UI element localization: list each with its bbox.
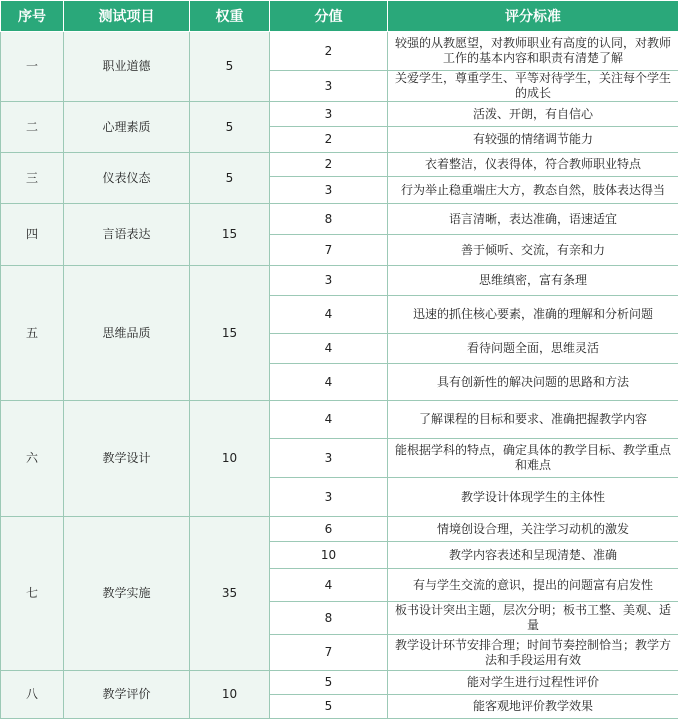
criteria-text: 情境创设合理，关注学习动机的激发 bbox=[388, 517, 678, 542]
weight-value: 5 bbox=[190, 32, 270, 102]
table-row bbox=[1, 266, 678, 296]
score-value: 2 bbox=[270, 32, 388, 71]
criteria-text: 教学设计体现学生的主体性 bbox=[388, 478, 678, 517]
test-item: 言语表达 bbox=[64, 204, 190, 266]
criteria-text: 教学设计环节安排合理；时间节奏控制恰当；教学方法和手段运用有效 bbox=[388, 635, 678, 671]
criteria-text: 有与学生交流的意识，提出的问题富有启发性 bbox=[388, 569, 678, 602]
score-value: 4 bbox=[270, 569, 388, 602]
score-value: 3 bbox=[270, 71, 388, 102]
criteria-text: 较强的从教愿望，对教师职业有高度的认同，对教师工作的基本内容和职责有清楚了解 bbox=[388, 32, 678, 71]
criteria-text: 思维缜密，富有条理 bbox=[388, 266, 678, 296]
criteria-text: 活泼、开朗，有自信心 bbox=[388, 102, 678, 127]
table-row bbox=[1, 153, 678, 177]
header-criteria: 评分标准 bbox=[388, 1, 678, 32]
criteria-text: 具有创新性的解决问题的思路和方法 bbox=[388, 364, 678, 401]
criteria-text: 能根据学科的特点，确定具体的教学目标、教学重点和难点 bbox=[388, 439, 678, 478]
test-item: 心理素质 bbox=[64, 102, 190, 153]
criteria-text: 迅速的抓住核心要素，准确的理解和分析问题 bbox=[388, 296, 678, 334]
score-value: 4 bbox=[270, 334, 388, 364]
score-value: 4 bbox=[270, 401, 388, 439]
score-value: 2 bbox=[270, 127, 388, 153]
test-item: 教学实施 bbox=[64, 517, 190, 671]
test-item: 思维品质 bbox=[64, 266, 190, 401]
score-value: 10 bbox=[270, 542, 388, 569]
group-number: 五 bbox=[1, 266, 64, 401]
group-number: 八 bbox=[1, 671, 64, 719]
table-row bbox=[1, 32, 678, 71]
score-value: 5 bbox=[270, 695, 388, 719]
score-value: 5 bbox=[270, 671, 388, 695]
criteria-text: 有较强的情绪调节能力 bbox=[388, 127, 678, 153]
group-number: 六 bbox=[1, 401, 64, 517]
criteria-text: 善于倾听、交流，有亲和力 bbox=[388, 235, 678, 266]
table-row bbox=[1, 102, 678, 127]
criteria-text: 能客观地评价教学效果 bbox=[388, 695, 678, 719]
criteria-text: 行为举止稳重端庄大方，教态自然，肢体表达得当 bbox=[388, 177, 678, 204]
score-value: 4 bbox=[270, 296, 388, 334]
score-value: 7 bbox=[270, 635, 388, 671]
score-value: 2 bbox=[270, 153, 388, 177]
weight-value: 15 bbox=[190, 266, 270, 401]
header-row bbox=[1, 1, 678, 32]
weight-value: 5 bbox=[190, 153, 270, 204]
test-item: 教学设计 bbox=[64, 401, 190, 517]
weight-value: 15 bbox=[190, 204, 270, 266]
header-num: 序号 bbox=[1, 1, 64, 32]
score-value: 8 bbox=[270, 204, 388, 235]
header-score: 分值 bbox=[270, 1, 388, 32]
score-value: 3 bbox=[270, 439, 388, 478]
header-weight: 权重 bbox=[190, 1, 270, 32]
criteria-text: 教学内容表述和呈现清楚、准确 bbox=[388, 542, 678, 569]
score-value: 3 bbox=[270, 177, 388, 204]
criteria-text: 了解课程的目标和要求、准确把握教学内容 bbox=[388, 401, 678, 439]
table-row bbox=[1, 401, 678, 439]
score-value: 6 bbox=[270, 517, 388, 542]
group-number: 三 bbox=[1, 153, 64, 204]
score-value: 7 bbox=[270, 235, 388, 266]
score-value: 3 bbox=[270, 478, 388, 517]
criteria-text: 衣着整洁，仪表得体，符合教师职业特点 bbox=[388, 153, 678, 177]
table-row bbox=[1, 671, 678, 695]
criteria-text: 看待问题全面，思维灵活 bbox=[388, 334, 678, 364]
score-value: 4 bbox=[270, 364, 388, 401]
test-item: 职业道德 bbox=[64, 32, 190, 102]
score-value: 8 bbox=[270, 602, 388, 635]
group-number: 七 bbox=[1, 517, 64, 671]
test-item: 仪表仪态 bbox=[64, 153, 190, 204]
criteria-text: 关爱学生，尊重学生、平等对待学生，关注每个学生的成长 bbox=[388, 71, 678, 102]
score-value: 3 bbox=[270, 102, 388, 127]
test-item: 教学评价 bbox=[64, 671, 190, 719]
group-number: 一 bbox=[1, 32, 64, 102]
weight-value: 35 bbox=[190, 517, 270, 671]
weight-value: 10 bbox=[190, 671, 270, 719]
score-value: 3 bbox=[270, 266, 388, 296]
weight-value: 10 bbox=[190, 401, 270, 517]
table-row bbox=[1, 204, 678, 235]
table-row bbox=[1, 517, 678, 542]
criteria-text: 能对学生进行过程性评价 bbox=[388, 671, 678, 695]
group-number: 二 bbox=[1, 102, 64, 153]
criteria-text: 语言清晰，表达准确，语速适宜 bbox=[388, 204, 678, 235]
header-item: 测试项目 bbox=[64, 1, 190, 32]
group-number: 四 bbox=[1, 204, 64, 266]
weight-value: 5 bbox=[190, 102, 270, 153]
criteria-text: 板书设计突出主题，层次分明；板书工整、美观、适量 bbox=[388, 602, 678, 635]
